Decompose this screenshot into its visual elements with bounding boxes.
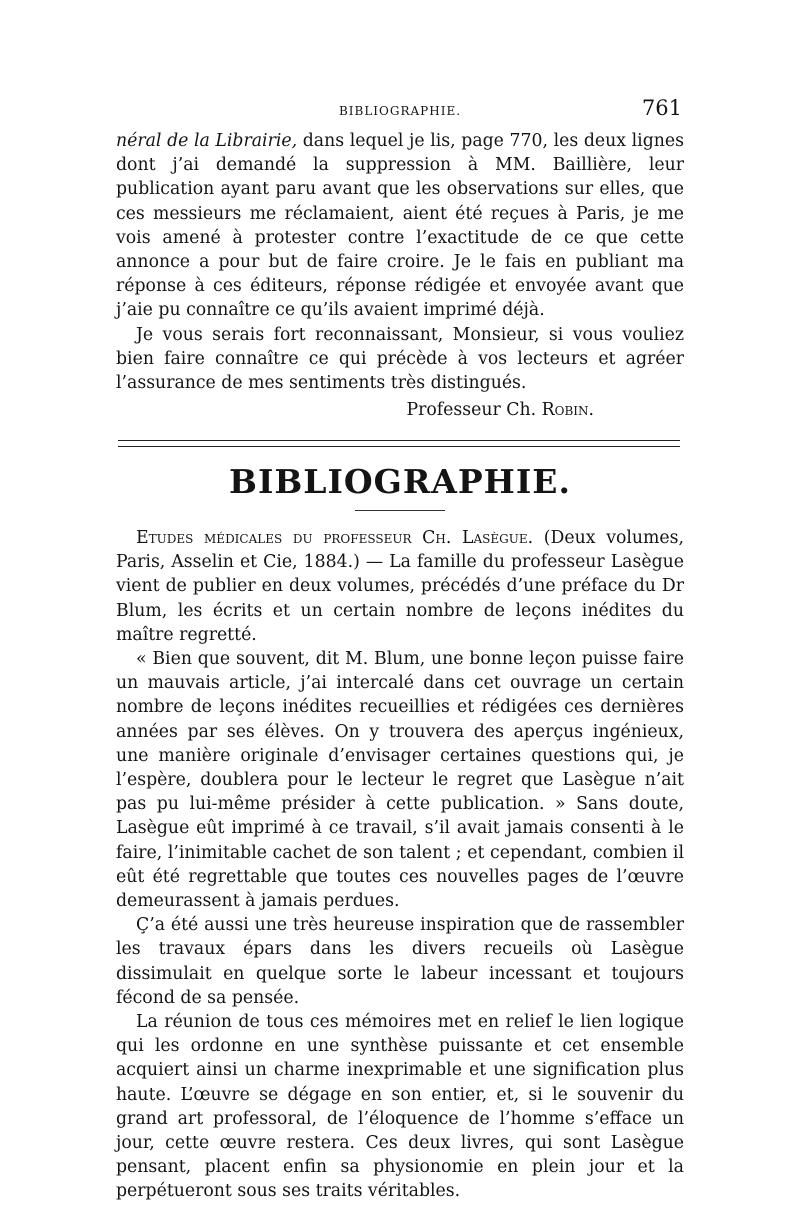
- running-head: [116, 96, 684, 128]
- review-paragraph: Ç’a été aussi une très heureuse inspiration que de rassembler les travaux épars dans les divers recueils où Lasègue dissimulait en quelque sorte le labeur incessant et toujours fécond de sa pensée.: [116, 915, 684, 1008]
- letter-text: [116, 129, 684, 395]
- signature-name: Robin.: [541, 400, 594, 420]
- review-paragraph-text: (Deux volumes, Paris, Asselin et Cie, 1884.) — La famille du professeur Lasègue vient de publier en deux volumes, précédés d’une préface du Dr Blum, les écrits et un certain nombre de leçons inédites du maître regretté.: [116, 528, 684, 645]
- review-heading: Etudes médicales du professeur Ch. Lasègue.: [136, 528, 534, 548]
- review-text: [116, 526, 684, 1204]
- review-paragraph: [116, 526, 684, 647]
- section-divider: [118, 440, 680, 447]
- signature-prefix: Professeur Ch.: [406, 400, 542, 420]
- page-number: 761: [641, 96, 682, 120]
- section-title: BIBLIOGRAPHIE.: [229, 462, 571, 501]
- letter-signature: [116, 400, 594, 420]
- title-underline: [355, 510, 445, 511]
- letter-paragraph-text: dans lequel je lis, page 770, les deux lignes dont j’ai demandé la suppression à MM. Baillière, leur publication ayant paru avant que les observations sur elles, que ces messieurs me réclamaient, aient été reçues à Paris, je me vois amené à protester contre l’exactitude de ce que cette annonce a pour but de faire croire. Je le fais en publiant ma réponse à ces éditeurs, réponse rédigée et envoyée avant que j’aie pu connaître ce qu’ils avaient imprimé déjà.: [116, 131, 684, 321]
- letter-paragraph: [116, 129, 684, 323]
- review-paragraph: La réunion de tous ces mémoires met en relief le lien logique qui les ordonne en une synthèse puissante et cet ensemble acquiert ainsi un charme inexprimable et une signification plus haute. L’œuvre se dégage en son entier, et, si le souvenir du grand art professoral, de l’éloquence de l’homme s’efface un jour, cette œuvre restera. Ces deux livres, qui sont Lasègue pensant, placent enfin sa physionomie en plein jour et la perpétueront sous ses traits véritables.: [116, 1012, 684, 1202]
- running-title: BIBLIOGRAPHIE.: [338, 104, 462, 118]
- letter-italic-fragment: néral de la Librairie,: [116, 131, 298, 151]
- review-quote-paragraph: « Bien que souvent, dit M. Blum, une bonne leçon puisse faire un mauvais article, j’ai intercalé dans cet ouvrage un certain nombre de leçons inédites recueillies et rédigées ces dernières années par ses élèves. On y trouvera des aperçus ingénieux, une manière originale d’envisager certaines questions qui, je l’espère, doublera pour le lecteur le regret que Lasègue n’ait pas pu lui-même présider à cette publication. » Sans doute, Lasègue eût imprimé à ce travail, s’il avait jamais consenti à le faire, l’inimitable cachet de son talent ; et cependant, combien il eût été regrettable que toutes ces nouvelles pages de l’œuvre demeurassent à jamais perdues.: [116, 649, 684, 912]
- letter-closing-paragraph: Je vous serais fort reconnaissant, Monsieur, si vous vouliez bien faire connaître ce qui précède à vos lecteurs et agréer l’assurance de mes sentiments très distingués.: [116, 324, 684, 394]
